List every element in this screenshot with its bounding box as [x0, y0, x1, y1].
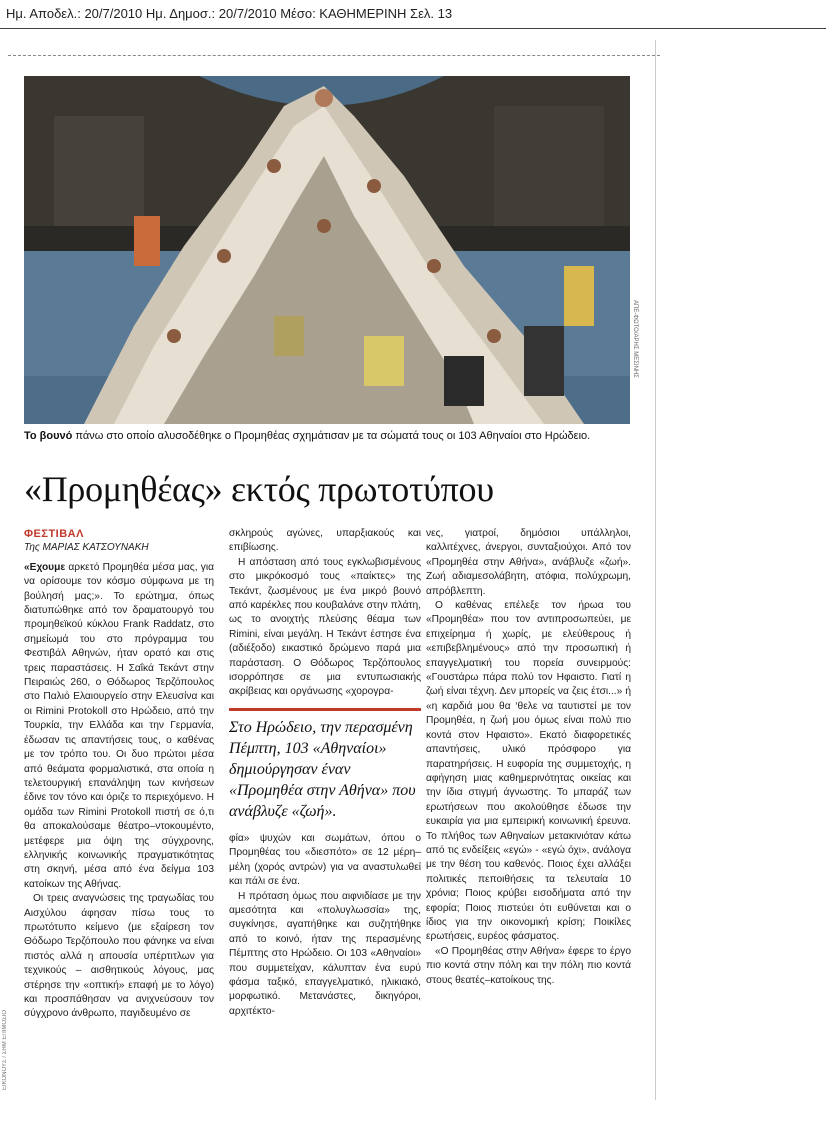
- clipping-header: Ημ. Αποδελ.: 20/7/2010 Ημ. Δημοσ.: 20/7/2010 Μέσο: ΚΑΘΗΜΕΡΙΝΗ Σελ. 13: [6, 6, 453, 21]
- article-column-3: [426, 527, 631, 988]
- paragraph: Ο καθένας επέλεξε τον ήρωα του «Προμηθέα» που τον αντιπροσωπεύει, με επιχείρημα ή χωρίς, με ελεύθερους ή «επιβεβλημένους» από την προσωπική ή επαγγελματική του πορεία συνειρμούς: «Γουστάρω πάρα πολύ τον Ηφαιστο. Γιατί η ζωή είναι τέχνη. Δεν μπορείς να ζεις έτσι...» ή «η καρδιά μου θα ‘θελε να ταυτιστεί με τον Προμηθέα, η ζωή μου όμως είναι πολύ πιο κοντά στον Ηφαιστο». Εκατό διαφορετικές απαντήσεις, υλικό πρόσφορο για παρατηρήσεις. Η ευφορία της συμμετοχής, η αφήγηση μιας καθημερινότητας οικείας και την ίδια στιγμή άγνωστης. Το μπαράζ των ερωτήσεων που ακολούθησε έδωσε την ευκαιρία για μια εμπειρική κοινωνική έρευνα. Το πλήθος των Αθηναίων μετακινιόταν κάτω από τις ενδείξεις «εγώ» - «εγώ όχι», ανάλογα με την θέση του καθενός. Ποιος έχει αλλάξει πολιτικές πεποιθήσεις τα τελευταία 10 χρόνια; Ποιος κρύβει εισοδήματα από την εφορία; Ποιος πιστεύει ότι ευθύνεται και ο ίδιος για την οικονομική κρίση; Ποικίλες ερωτήσεις, ευρέος φάσματος.: [426, 600, 631, 943]
- lead-word: «Εχουμε: [24, 561, 66, 573]
- pull-quote: Στο Ηρώδειο, την περασμένη Πέμπτη, 103 «Αθηναίοι» δημιούργησαν έναν «Προμηθέα στην Αθήνα» που ανάβλυζε «ζωή».: [229, 708, 421, 822]
- caption-lead: Το βουνό: [24, 430, 73, 442]
- header-divider: [0, 28, 826, 29]
- photo-illustration: [24, 76, 630, 424]
- byline: Της ΜΑΡΙΑΣ ΚΑΤΣΟΥΝΑΚΗ: [24, 542, 149, 554]
- photo-caption: [24, 429, 634, 443]
- paragraph: «Ο Προμηθέας στην Αθήνα» έφερε το έργο πιο κοντά στην πόλη και την πόλη πιο κοντά στους θεατές–κατοίκους της.: [426, 945, 631, 986]
- paragraph: Οι τρεις αναγνώσεις της τραγωδίας του Αισχύλου άφησαν πίσω τους το πρωτότυπο κείμενο (με εξαίρεση τον Θόδωρο Τερζόπουλο που φάνηκε να είναι πιστός αλλά η απουσία υπέρτιτλων για τεχνικούς – αισθητικούς λόγους, μας στέρησε την «οπτική» επαφή με το λόγο) και προσπάθησαν να ανιχνεύσουν τον σύγχρονο άνθρωπο, παγιδευμένο σε: [24, 893, 214, 1020]
- paragraph: Η απόσταση από τους εγκλωβισμένους στο μικρόκοσμό τους «παίκτες» της Τεκάντ, ζωσμένους με ένα μικρό βουνό από καρέκλες που κουβαλάνε στην πλάτη, ως το ανοιχτής πλεύσης θέαμα των Rimini, είναι μεγάλη. Η Τεκάντ έστησε ένα (αδιέξοδο) εικαστικό δρώμενο παρά μια παράσταση. Ο Θόδωρος Τερζόπουλος ισορρόπησε σε μια εντυπωσιακής ακρίβειας και οργάνωσης «χορογρα-: [229, 556, 421, 698]
- article-column-2: [229, 527, 421, 1019]
- section-label: ΦΕΣΤΙΒΑΛ: [24, 528, 84, 540]
- article-column-1: [24, 527, 214, 1022]
- clipping-border: [8, 55, 660, 56]
- article-headline: «Προμηθέας» εκτός πρωτοτύπου: [24, 469, 494, 509]
- paragraph: φία» ψυχών και σωμάτων, όπου ο Προμηθέας του «διεσπότο» σε 12 μέρη–μέλη (χορός αντρών) για να αναστυλωθεί και πάλι σε ένα.: [229, 832, 421, 888]
- paragraph: νες, γιατροί, δημόσιοι υπάλληλοι, καλλιτέχνες, άνεργοι, συνταξιούχοι. Από τον «Προμηθέα στην Αθήνα», ανάβλυζε «ζωή». Ζωή αδιαμεσολάβητη, ατόφια, πολύχρωμη, απρόβλεπτη.: [426, 528, 631, 597]
- photo-credit: ΑΠΕ-ΦΩΤΟ/ΑΡΗΣ ΜΕΣΙΝΗΣ: [632, 300, 638, 378]
- article-photo: [24, 76, 630, 424]
- caption-text: πάνω στο οποίο αλυσοδέθηκε ο Προμηθέας σχημάτισαν με τα σώματά τους οι 103 Αθηναίοι στο Ηρώδειο.: [72, 430, 591, 442]
- paragraph: Η πρόταση όμως που αιφνιδίασε με την αμεσότητα και «πολυγλωσσία» της, συγκίνησε, αγαπήθηκε και συζητήθηκε από το κοινό, ήταν της περασμένης Πέμπτης στο Ηρώδειο. Οι 103 «Αθηναίοι» που συμμετείχαν, κάλυπταν ένα ευρύ φάσμα ταξικό, επαγγελματικό, ηλικιακό, μορφωτικό. Μετανάστες, δικηγόροι, αρχιτέκτο-: [229, 890, 421, 1017]
- paragraph: σκληρούς αγώνες, υπαρξιακούς και επιβίωσης.: [229, 528, 421, 554]
- gutter-stamp: ΕΙΚΟΝΟΥΣ / ΣΗΜ ΕΠΙΜΟΣΙΟ: [2, 1009, 8, 1090]
- paragraph: [24, 561, 214, 892]
- clipping-edge: [655, 40, 656, 1100]
- paragraph-text: αρκετό Προμηθέα μέσα μας, για να ορίσουμε τον κόσμο σύμφωνα με τη βούλησή μας;». Το ερώτημα, όπως διατυπώθηκε από τον δραματουργό του προμηθεϊκού κύκλου Frank Raddatz, στο σημείωμά του στο πρόγραμμα του Φεστιβάλ Αθηνών, ήταν ορατό και στις τρεις παραστάσεις. Η Σαΐκά Τεκάντ στην Πειραιώς 260, ο Θόδωρος Τερζόπουλος στο Παλιό Ελαιουργείο στην Ελευσίνα και οι Rimini Protokoll στο Ηρώδειο, από την Τουρκία, την Ελλάδα και την Γερμανία, έδωσαν τις απαντήσεις τους, ο καθένας με τον τρόπο του. Οι δυο πρώτοι μέσα από θεάματα φορμαλιστικά, στα οποία η τελετουργική επανάληψη των κινήσεων έδινε τον τόνο και όριζε το περιεχόμενο. Η ομάδα των Rimini Protokoll πιστή σε ό,τι θα αποκαλούσαμε θέατρο–ντοκουμέντο, μετέφερε μια όψη της σύγχρονης, ελληνικής κοινωνικής πραγματικότητας στη σκηνή, μέσα από ένα δείγμα 103 κατοίκων της Αθήνας.: [24, 561, 214, 890]
